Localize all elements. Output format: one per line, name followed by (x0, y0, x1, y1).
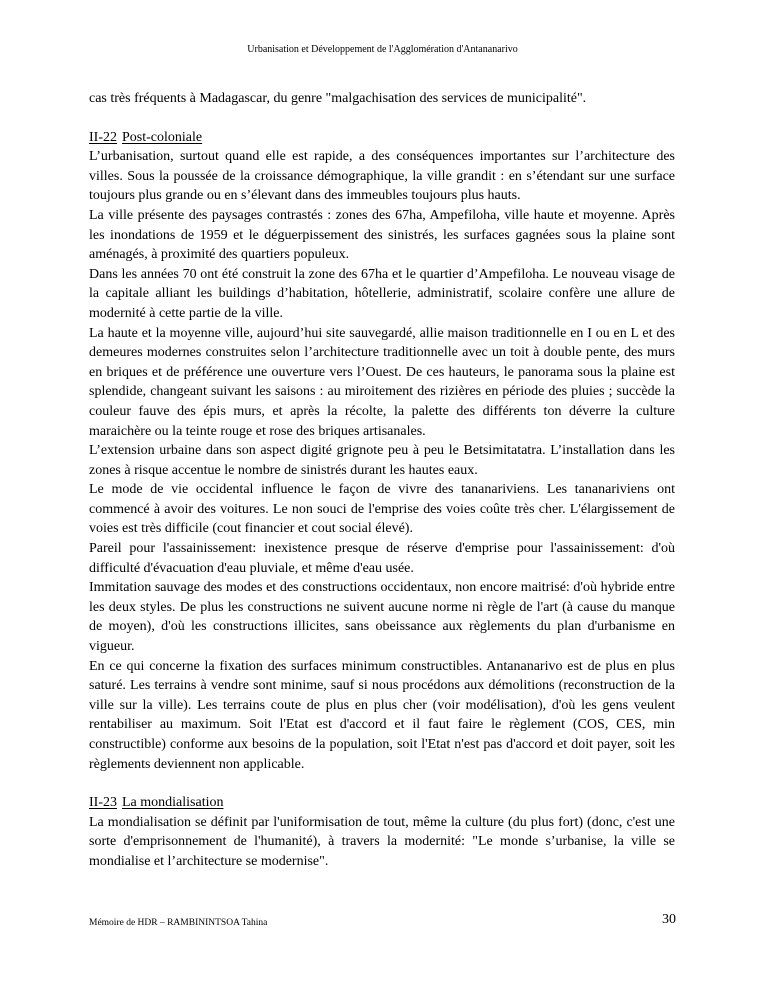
paragraph: La haute et la moyenne ville, aujourd’hui site sauvegardé, allie maison traditionnelle en I ou en L et des demeures modernes construites selon l’architecture traditionnelle avec un toit à double pente, des murs en briques et de préférence une ouverture vers l’Ouest. De ces hauteurs, le panorama sous la plaine est splendide, changeant suivant les saisons : au miroitement des rizières en période des pluies ; succède la couleur fauve des épis murs, et après la récolte, la palette des différents ton déverre la culture maraichère ou la teinte rouge et rose des briques artisanales. (89, 325, 675, 439)
section-title: La mondialisation (122, 795, 224, 811)
section-number: II-23 (89, 795, 117, 811)
paragraph: En ce qui concerne la fixation des surfaces minimum constructibles. Antananarivo est de plus en plus saturé. Les terrains à vendre sont minime, sauf si nous procédons aux démolitions (reconstruction de la ville sur la ville). Les terrains coute de plus en plus cher (voir modélisation), d'où les gens veulent rentabiliser au maximum. Soit l'Etat est d'accord et il faut faire le règlement (COS, CES, min constructible) conforme aux besoins de la population, soit l'Etat n'est pas d'accord et doit payer, soit les règlements deviennent non applicable. (89, 658, 675, 772)
page-body (89, 89, 675, 872)
paragraph: La mondialisation se définit par l'uniformisation de tout, même la culture (du plus fort) (donc, c'est une sorte d'emprisonnement de l'humanité), à travers la modernité: "Le monde s’urbanise, la ville se mondialise et l’architecture se modernise". (89, 814, 675, 869)
intro-paragraph: cas très fréquents à Madagascar, du genre "malgachisation des services de municipalité". (89, 91, 587, 106)
paragraph: La ville présente des paysages contrastés : zones des 67ha, Ampefiloha, ville haute et moyenne. Après les inondations de 1959 et le déguerpissement des sinistrés, les surfaces gagnées sous la plaine sont aménagés, à proximité des quartiers populeux. (89, 207, 675, 263)
running-footer: Mémoire de HDR – RAMBININTSOA Tahina (89, 918, 268, 928)
section-heading-ii-22 (89, 128, 675, 148)
page-number: 30 (662, 912, 676, 927)
paragraph: Pareil pour l'assainissement: inexistence presque de réserve d'emprise pour l'assainissement: d'où difficulté d'évacuation d'eau pluviale, et même d'eau usée. (89, 541, 675, 576)
paragraph: Le mode de vie occidental influence le façon de vivre des tananariviens. Les tananariviens ont commencé à avoir des voitures. Le non souci de l'emprise des voies coûte très cher. L'élargissement de voies est très difficile (cout financier et cout social élevé). (89, 482, 675, 537)
paragraph: L’urbanisation, surtout quand elle est rapide, a des conséquences importantes sur l’architecture des villes. Sous la poussée de la croissance démographique, la ville grandit : en s’étendant sur une surface toujours plus grande ou en s’élevant dans des immeubles toujours plus hauts. (89, 149, 675, 204)
paragraph: L’extension urbaine dans son aspect digité grignote peu à peu le Betsimitatatra. L’installation dans les zones à risque accentue le nombre de sinistrés durant les hautes eaux. (89, 443, 675, 478)
section-heading-ii-23 (89, 793, 675, 813)
paragraph: Immitation sauvage des modes et des constructions occidentaux, non encore maitrisé: d'où hybride entre les deux styles. De plus les constructions ne suivent aucune norme ni règle de l'art (à cause du manque de moyen), d'où les constructions illicites, sans obeissance aux règlements du plan d'urbanisme en vigueur. (89, 580, 675, 655)
section-number: II-22 (89, 129, 117, 145)
section-title: Post-coloniale (122, 129, 203, 145)
paragraph: Dans les années 70 ont été construit la zone des 67ha et le quartier d’Ampefiloha. Le nouveau visage de la capitale alliant les buildings d’habitation, hôtellerie, administratif, scolaire confère une allure de modernité à cette partie de la ville. (89, 266, 675, 321)
running-header: Urbanisation et Développement de l'Agglomération d'Antananarivo (247, 44, 518, 55)
